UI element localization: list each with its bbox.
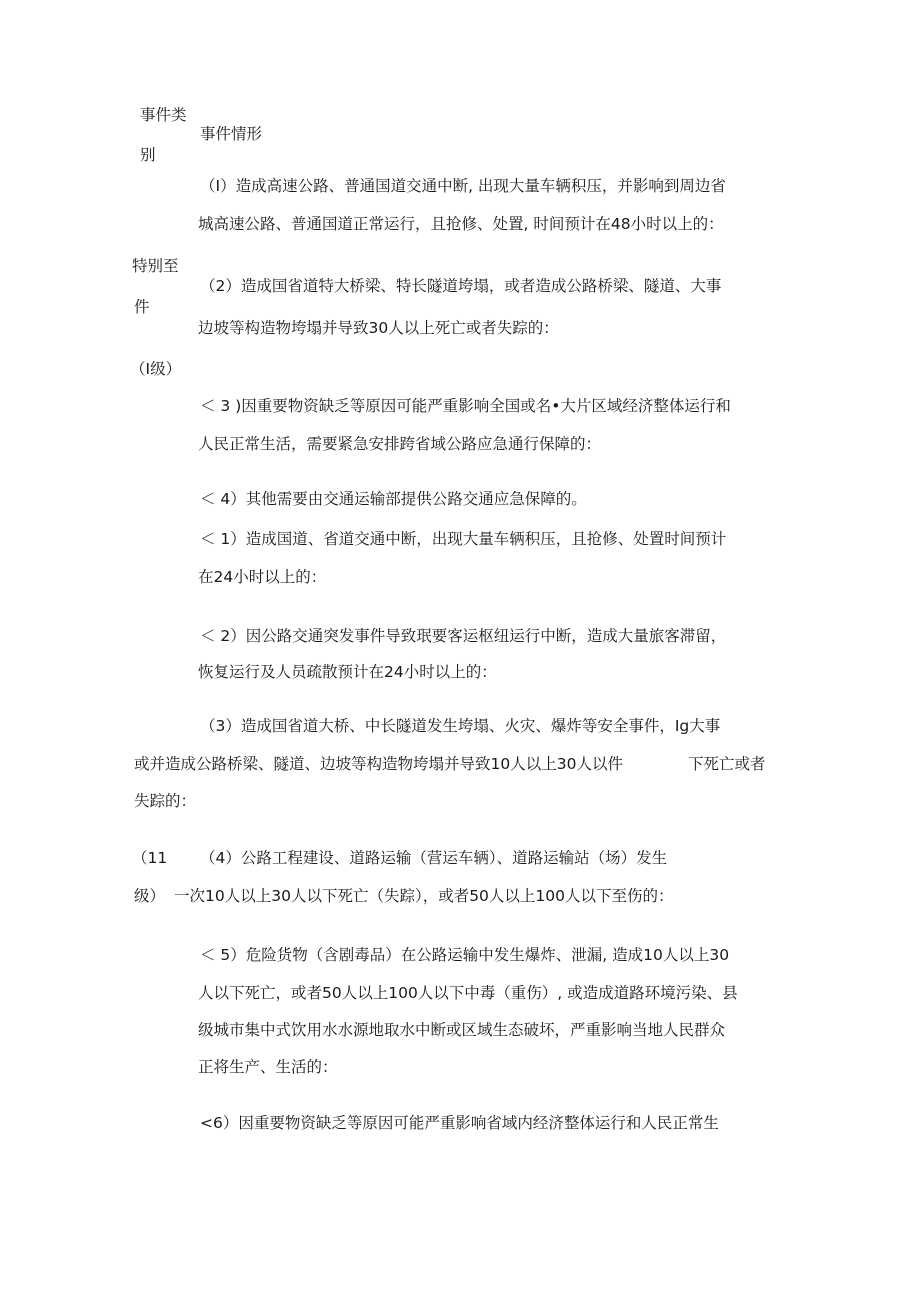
level2-item1-line1: ＜ 1）造成国道、省道交通中断，出现大量车辆积压，且抢修、处置时间预计 (200, 530, 727, 548)
level1-label-line2: 件 (134, 298, 150, 316)
level2-item5-line3: 级城市集中式饮用水水源地取水中断或区域生态破坏，严重影响当地人民群众 (198, 1021, 726, 1039)
level2-item4-line1: （4）公路工程建设、道路运输（营运车辆）、道路运输站（场）发生 (200, 849, 668, 867)
level1-item3-line2: 人民正常生活，需要紧急安排跨省域公路应急通行保障的： (198, 435, 602, 453)
level2-item2-line2: 恢复运行及人员疏散预计在24小时以上的： (198, 663, 497, 681)
level1-item2-line2: 边坡等构造物垮塌并导致30人以上死亡或者失踪的： (198, 319, 559, 337)
level1-item4-line1: ＜ 4）其他需要由交通运输部提供公路交通应急保障的。 (200, 490, 587, 508)
level1-item1-line1: （I）造成高速公路、普通国道交通中断, 出现大量车辆积压，并影响到周边省 (200, 177, 726, 195)
column-header-category-line1: 事件类 (140, 106, 187, 124)
level2-item5-line1: ＜ 5）危险货物（含剧毒品）在公路运输中发生爆炸、泄漏, 造成10人以上30 (200, 946, 730, 964)
level2-item4-line2: 一次10人以上30人以下死亡（失踪），或者50人以上100人以下至伤的： (174, 887, 674, 905)
level2-item1-line2: 在24小时以上的： (198, 568, 327, 586)
level2-item3-line3: 失踪的： (134, 792, 197, 810)
level1-label-line3: （I级） (130, 360, 182, 378)
level1-item3-line1: ＜ 3 )因重要物资缺乏等原因可能严重影响全国或名•大片区域经济整体运行和 (200, 397, 731, 415)
level1-item2-line1: （2）造成国省道特大桥梁、特长隧道垮塌，或者造成公路桥梁、隧道、大事 (200, 277, 722, 295)
column-header-category-line2: 别 (140, 146, 156, 164)
level2-item2-line1: ＜ 2）因公路交通突发事件导致珉要客运枢纽运行中断，造成大量旅客滞留， (200, 627, 727, 645)
level1-label-line1: 特别至 (132, 257, 179, 275)
level2-item3-line2b: 下死亡或者 (688, 755, 766, 773)
level2-item5-line4: 正将生产、生活的： (198, 1058, 338, 1076)
column-header-situation: 事件情形 (200, 125, 263, 143)
level2-item3-line1: （3）造成国省道大桥、中长隧道发生垮塌、火灾、爆炸等安全事件，Ig大事 (200, 717, 721, 735)
level1-item1-line2: 城高速公路、普通国道正常运行，且抢修、处置, 时间预计在48小时以上的： (198, 215, 724, 233)
level2-label-line1: （11 (132, 849, 168, 867)
level2-item6-line1: <6）因重要物资缺乏等原因可能严重影响省域内经济整体运行和人民正常生 (200, 1114, 719, 1132)
level2-label-line2: 级） (134, 887, 166, 905)
level2-item3-line2a: 或并造成公路桥梁、隧道、边坡等构造物垮塌并导致10人以上30人以件 (134, 755, 623, 773)
level2-item5-line2: 人以下死亡，或者50人以上100人以下中毒（重伤）, 或造成道路环境污染、县 (198, 984, 738, 1002)
